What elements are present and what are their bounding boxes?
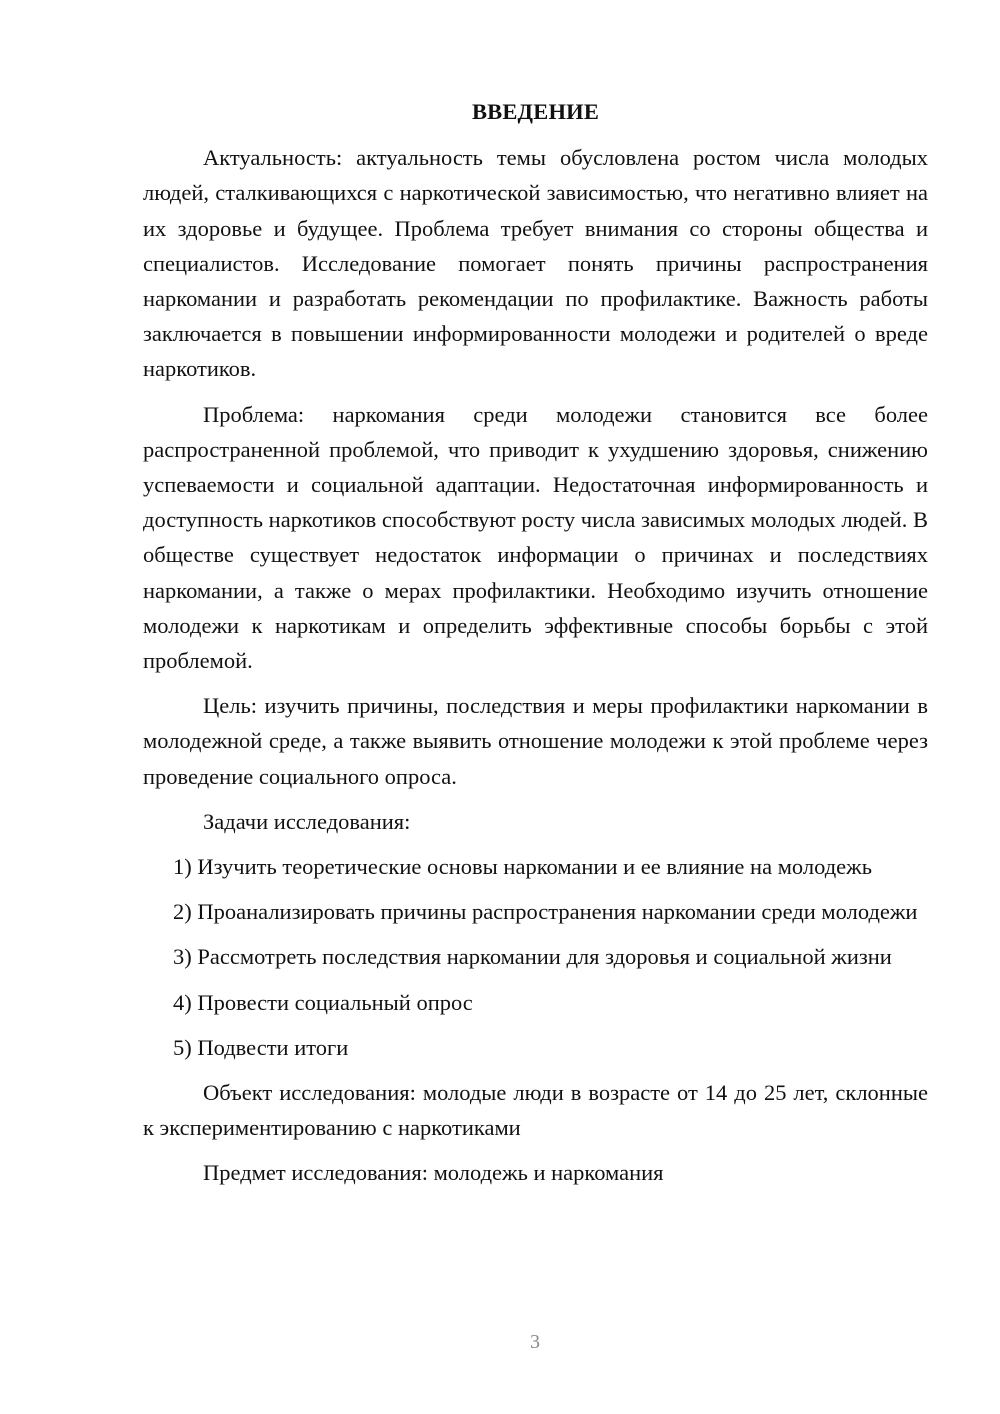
object-paragraph: Объект исследования: молодые люди в возрасте от 14 до 25 лет, склонные к экспериментированию с наркотиками	[143, 1080, 928, 1141]
tasks-list	[143, 849, 928, 1065]
tasks-heading: Задачи исследования:	[203, 808, 411, 834]
relevance-paragraph: Актуальность: актуальность темы обусловлена ростом числа молодых людей, сталкивающихся с наркотической зависимостью, что негативно влияет на их здоровье и будущее. Проблема требует внимания со стороны общества и специалистов. Исследование помогает понять причины распространения наркомании и разработать рекомендации по профилактике. Важность работы заключается в повышении информированности молодежи и родителей о вреде наркотиков.	[143, 145, 928, 382]
list-item: 4) Провести социальный опрос	[173, 989, 473, 1015]
problem-paragraph: Проблема: наркомания среди молодежи становится все более распространенной проблемой, что приводит к ухудшению здоровья, снижению успеваемости и социальной адаптации. Недостаточная информированность и доступность наркотиков способствуют росту числа зависимых молодых людей. В обществе существует недостаток информации о причинах и последствиях наркомании, а также о мерах профилактики. Необходимо изучить отношение молодежи к наркотикам и определить эффективные способы борьбы с этой проблемой.	[143, 401, 928, 674]
list-item: 5) Подвести итоги	[173, 1034, 349, 1060]
goal-paragraph: Цель: изучить причины, последствия и меры профилактики наркомании в молодежной среде, а также выявить отношение молодежи к этой проблеме через проведение социального опроса.	[143, 693, 928, 789]
list-item: 3) Рассмотреть последствия наркомании для здоровья и социальной жизни	[173, 944, 892, 970]
page-content	[143, 94, 928, 1201]
list-item: 2) Проанализировать причины распространения наркомании среди молодежи	[173, 899, 918, 925]
list-item: 1) Изучить теоретические основы наркомании и ее влияние на молодежь	[173, 854, 872, 880]
subject-paragraph: Предмет исследования: молодежь и наркомания	[203, 1160, 664, 1186]
page-number: 3	[530, 1331, 540, 1353]
page-title: ВВЕДЕНИЕ	[471, 99, 600, 124]
